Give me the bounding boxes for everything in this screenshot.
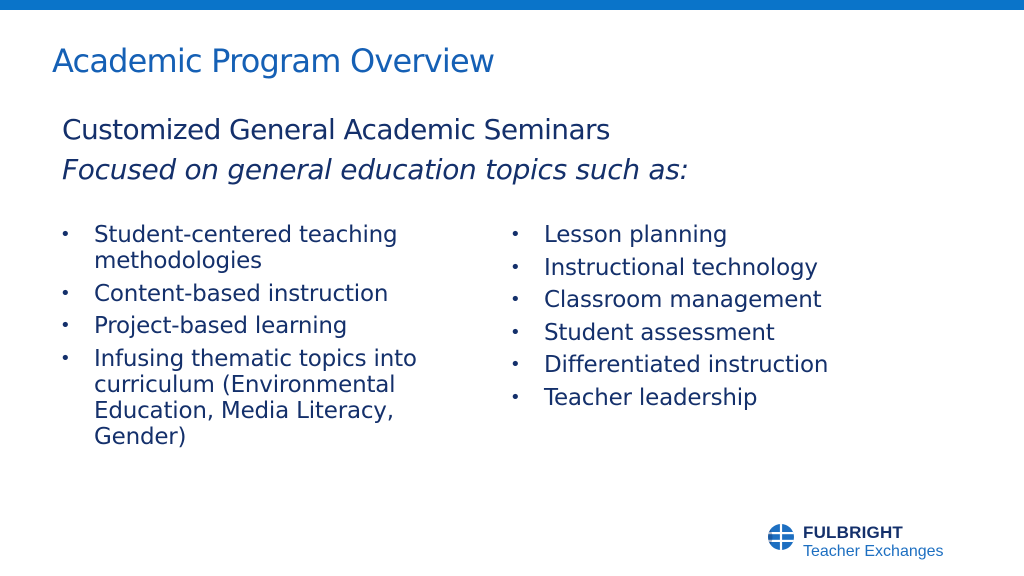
logo-name: FULBRIGHT bbox=[803, 523, 904, 542]
bullet-icon: • bbox=[510, 224, 521, 245]
bullet-icon: • bbox=[510, 289, 521, 310]
list-item bbox=[60, 346, 490, 450]
bullet-icon: • bbox=[510, 386, 521, 408]
list-item-text: Lesson planning bbox=[544, 222, 728, 248]
list-item-text: Project-based learning bbox=[94, 313, 348, 339]
list-item bbox=[510, 222, 930, 248]
list-item-text: Infusing thematic topics into curriculum (Environmental Education, Media Literacy, Gender) bbox=[94, 345, 417, 450]
bullet-icon: • bbox=[510, 321, 521, 343]
section-heading: Customized General Academic Seminars bbox=[62, 113, 610, 146]
list-item-text: Student assessment bbox=[544, 319, 775, 346]
list-item-text: Classroom management bbox=[544, 287, 822, 313]
list-item-text: Differentiated instruction bbox=[544, 352, 829, 378]
bullet-icon: • bbox=[60, 282, 71, 304]
topic-list-right bbox=[510, 222, 930, 417]
globe-icon bbox=[767, 523, 795, 551]
bullet-icon: • bbox=[60, 315, 71, 336]
slide-title: Academic Program Overview bbox=[52, 42, 495, 80]
list-item bbox=[510, 255, 930, 281]
list-item bbox=[60, 222, 490, 274]
bullet-icon: • bbox=[60, 224, 71, 245]
list-item-text: Content-based instruction bbox=[94, 280, 389, 307]
list-item bbox=[510, 352, 930, 378]
fulbright-logo bbox=[767, 520, 987, 566]
list-item-text: Instructional technology bbox=[544, 254, 818, 281]
topic-list-left bbox=[60, 222, 490, 456]
bullet-icon: • bbox=[510, 256, 521, 278]
list-item bbox=[510, 320, 930, 346]
list-item-text: Teacher leadership bbox=[544, 384, 758, 411]
bullet-icon: • bbox=[510, 354, 521, 375]
list-item bbox=[60, 313, 490, 339]
section-subheading: Focused on general education topics such as: bbox=[62, 153, 689, 186]
list-item-text: Student-centered teaching methodologies bbox=[94, 222, 398, 274]
list-item bbox=[510, 385, 930, 411]
top-accent-bar bbox=[0, 0, 1024, 10]
list-item bbox=[60, 281, 490, 307]
list-item bbox=[510, 287, 930, 313]
bullet-icon: • bbox=[60, 347, 71, 369]
logo-subtitle: Teacher Exchanges bbox=[803, 543, 944, 560]
